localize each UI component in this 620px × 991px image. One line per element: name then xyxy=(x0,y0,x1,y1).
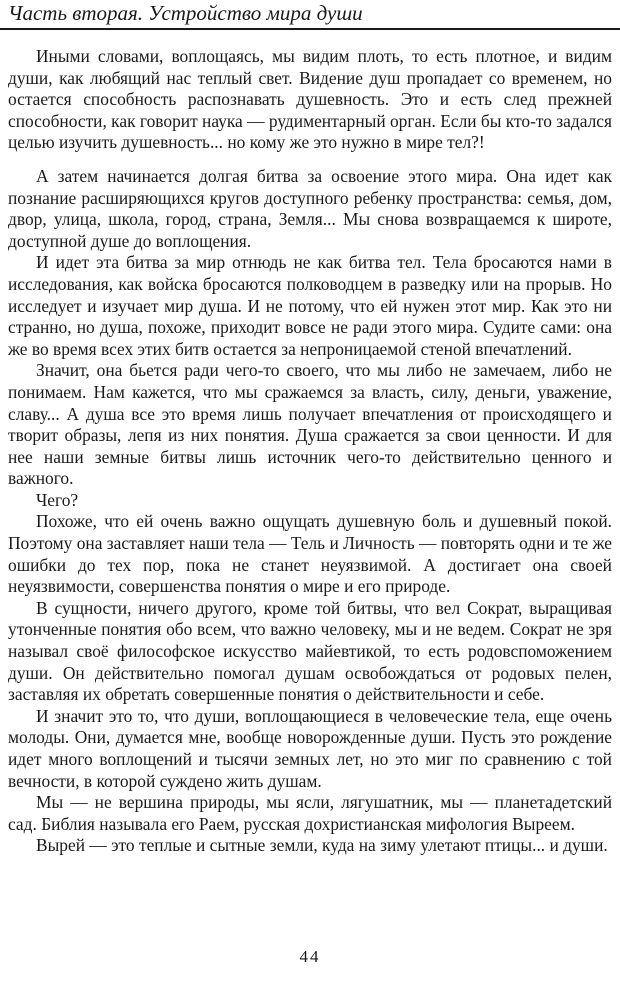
body-text xyxy=(8,46,612,857)
paragraph: Похоже, что ей очень важно ощущать душевную боль и душевный покой. Поэтому она заставляет наши тела — Тель и Личность — повторять одни и те же ошибки до тех пор, пока не станет неуязвимой. А достигает она своей неуязвимости, совершенства понятия о мире и его природе. xyxy=(8,511,612,597)
page-number: 44 xyxy=(299,947,321,966)
running-header: Часть вторая. Устройство мира души xyxy=(8,1,363,25)
paragraph: Чего? xyxy=(36,489,79,510)
paragraph: Мы — не вершина природы, мы ясли, лягушатник, мы — планетадетский сад. Библия называла его Раем, русская дохристианская мифология Выреем. xyxy=(8,792,612,834)
paragraph: И значит это то, что души, воплощающиеся в человеческие тела, еще очень молоды. Они, думается мне, вообще новорожденные души. Пусть это рождение идет много воплощений и тысячи земных лет, но это миг по сравнению с той вечности, в которой суждено жить душам. xyxy=(8,705,612,791)
paragraph: Иными словами, воплощаясь, мы видим плоть, то есть плотное, и видим души, как любящий нас теплый свет. Видение душ пропадает со временем, но остается способность распознавать душевность. Это и есть след прежней способности, как говорит наука — рудиментарный орган. Если бы кто-то задался целью изучить душевность... но кому же это нужно в мире тел?! xyxy=(8,46,612,153)
header-divider xyxy=(0,28,620,30)
paragraph: И идет эта битва за мир отнюдь не как битва тел. Тела бросаются нами в исследования, как войска бросаются полководцем в разведку или на прорыв. Но исследует и изучает мир душа. И не потому, что ей нужен этот мир. Как это ни странно, но душа, похоже, приходит вовсе не ради этого мира. Судите сами: она же во время всех этих битв остается за непроницаемой стеной впечатлений. xyxy=(8,252,612,359)
paragraph: А затем начинается долгая битва за освоение этого мира. Она идет как познание расширяющихся кругов доступного ребенку пространства: семья, дом, двор, улица, школа, город, страна, Земля... Мы снова возвращаемся к широте, доступной душе до воплощения. xyxy=(8,165,612,251)
paragraph: Значит, она бьется ради чего-то своего, что мы либо не замечаем, либо не понимаем. Нам кажется, что мы сражаемся за власть, силу, деньги, уважение, славу... А душа все это время лишь получает впечатления от происходящего и творит образы, лепя из них понятия. Душа сражается за свои ценности. И для нее наши земные битвы лишь источник чего-то действительно ценного и важного. xyxy=(8,360,612,489)
paragraph: В сущности, ничего другого, кроме той битвы, что вел Сократ, выращивая утонченные понятия обо всем, что важно человеку, мы и не ведем. Сократ не зря называл своё философское искусство майевтикой, то есть родовспоможением души. Он действительно помогал душам освобождаться от родовых пелен, заставляя их обретать совершенные понятия о действительности и себе. xyxy=(8,597,612,705)
paragraph: Вырей — это теплые и сытные земли, куда на зиму улетают птицы... и души. xyxy=(36,835,608,856)
